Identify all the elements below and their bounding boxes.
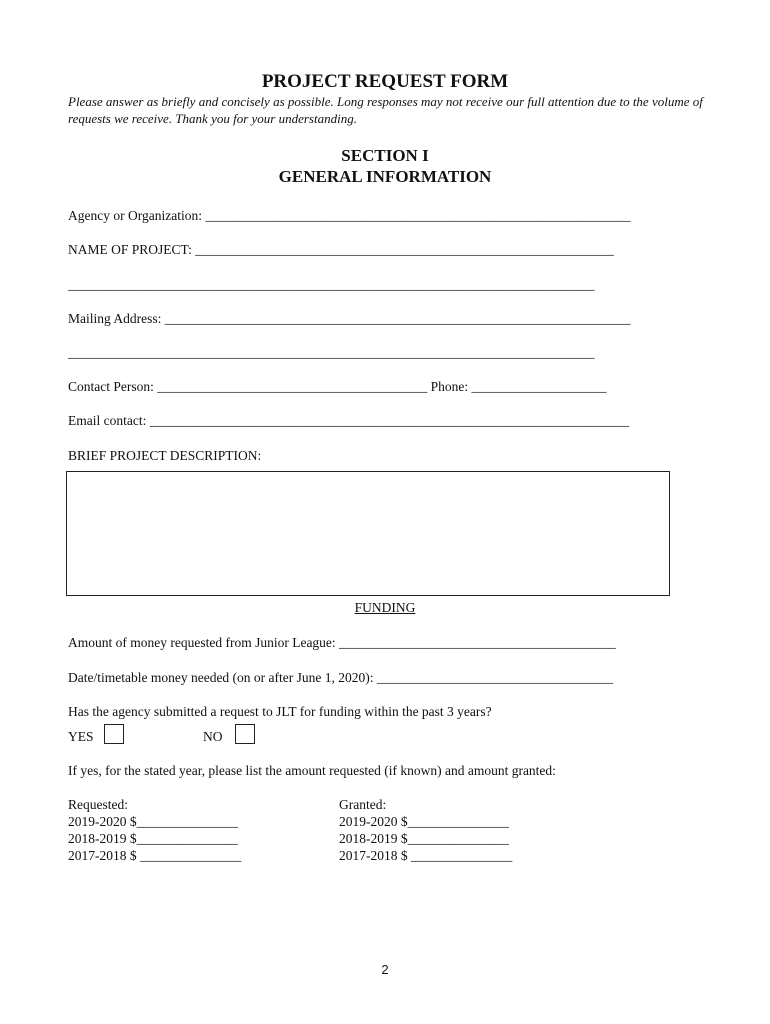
section-name: GENERAL INFORMATION <box>278 167 492 186</box>
no-label: NO <box>203 729 223 744</box>
requested-2017-2018-field[interactable]: 2017-2018 $ _______________ <box>68 848 242 863</box>
requested-2018-2019-field[interactable]: 2018-2019 $_______________ <box>68 831 238 846</box>
requested-heading: Requested: <box>68 797 128 812</box>
if-yes-instructions: If yes, for the stated year, please list the amount requested (if known) and amount granted: <box>68 763 556 778</box>
project-name-field[interactable]: NAME OF PROJECT: ______________________________________________________________ <box>68 242 614 257</box>
no-checkbox[interactable] <box>235 724 255 744</box>
intro-text: Please answer as briefly and concisely as possible. Long responses may not receive our full attention due to the volume of requests we receive. Thank you for your understanding. <box>68 94 703 126</box>
contact-person-phone-field[interactable]: Contact Person: ________________________________________ Phone: ____________________ <box>68 379 607 394</box>
funding-heading: FUNDING <box>354 600 416 615</box>
email-field[interactable]: Email contact: _______________________________________________________________________ <box>68 413 629 428</box>
section-number: SECTION I <box>341 146 429 165</box>
yes-checkbox[interactable] <box>104 724 124 744</box>
prior-request-question: Has the agency submitted a request to JLT for funding within the past 3 years? <box>68 704 492 719</box>
brief-description-label: BRIEF PROJECT DESCRIPTION: <box>68 448 262 463</box>
project-name-continuation-field[interactable]: ______________________________________________________________________________ <box>68 277 595 292</box>
page-number: 2 <box>381 962 389 977</box>
granted-2019-2020-field[interactable]: 2019-2020 $_______________ <box>339 814 509 829</box>
agency-field[interactable]: Agency or Organization: _______________________________________________________________ <box>68 208 631 223</box>
granted-heading: Granted: <box>339 797 387 812</box>
form-title: PROJECT REQUEST FORM <box>261 71 509 92</box>
mailing-address-continuation-field[interactable]: ______________________________________________________________________________ <box>68 345 595 360</box>
granted-2017-2018-field[interactable]: 2017-2018 $ _______________ <box>339 848 513 863</box>
mailing-address-field[interactable]: Mailing Address: _____________________________________________________________________ <box>68 311 631 326</box>
amount-requested-field[interactable]: Amount of money requested from Junior League: _________________________________________ <box>68 635 616 650</box>
yes-label: YES <box>68 729 94 744</box>
requested-2019-2020-field[interactable]: 2019-2020 $_______________ <box>68 814 238 829</box>
granted-2018-2019-field[interactable]: 2018-2019 $_______________ <box>339 831 509 846</box>
project-description-box[interactable] <box>66 471 670 596</box>
timetable-field[interactable]: Date/timetable money needed (on or after June 1, 2020): ___________________________________ <box>68 670 614 685</box>
